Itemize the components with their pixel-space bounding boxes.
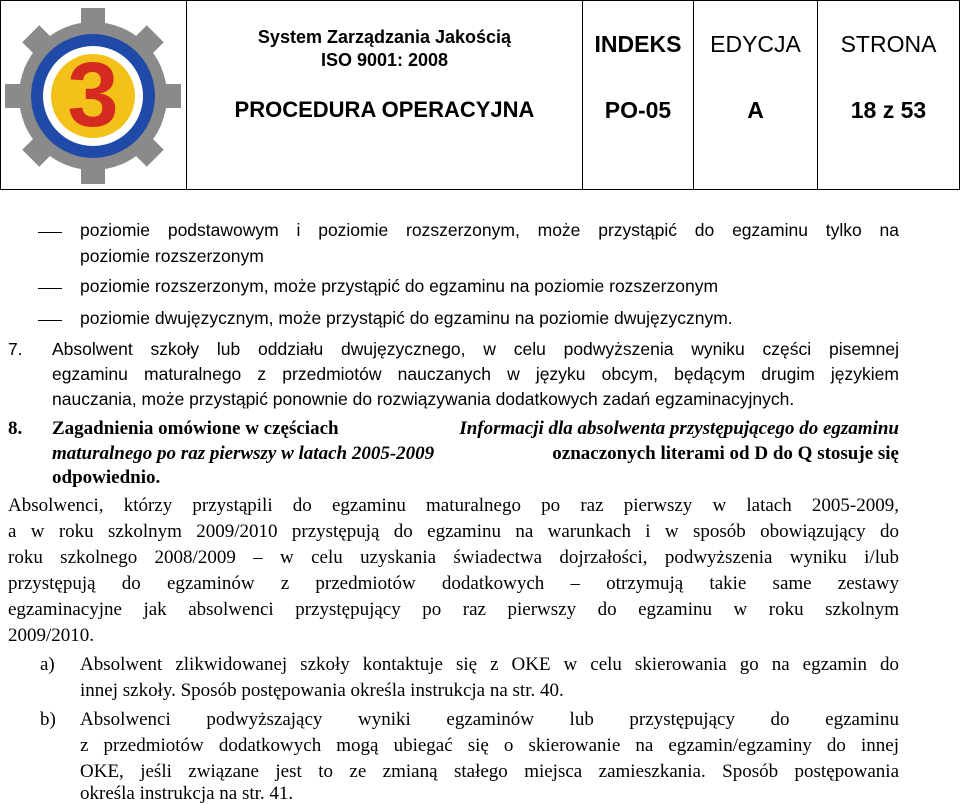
- item-8-text-c: maturalnego po raz pierwszy w latach 2005-2009: [52, 443, 435, 464]
- item-8-text-d: oznaczonych literami od D do Q stosuje się: [552, 443, 899, 464]
- bullet-dash: [38, 232, 62, 233]
- item-8-text-a: Zagadnienia omówione w częściach: [52, 418, 339, 439]
- sub-b-line-3: OKE, jeśli związane jest to ze zmianą stałego miejsca zamieszkania. Sposób postępowania: [80, 761, 899, 782]
- paragraph-line-6: 2009/2010.: [8, 625, 95, 646]
- sub-a-label: a): [40, 654, 55, 675]
- item-8-line-2: [52, 443, 899, 465]
- iso-standard: ISO 9001: 2008: [320, 50, 449, 70]
- item-7-line-2: egzaminu maturalnego z przedmiotów nauczanych w języku obcym, będącym drugim językiem: [52, 364, 899, 384]
- bullet-dash: [38, 320, 62, 321]
- bullet-1-line-1: poziomie podstawowym i poziomie rozszerzonym, może przystąpić do egzaminu tylko na: [80, 220, 899, 240]
- edition-value: A: [747, 97, 764, 123]
- index-label: INDEKS: [594, 31, 682, 57]
- item-8-text-b: Informacji dla absolwenta przystępującego do egzaminu: [459, 418, 899, 439]
- page-label: STRONA: [840, 31, 937, 57]
- sub-b-line-4: określa instrukcja na str. 41.: [80, 783, 294, 804]
- system-title: System Zarządzania Jakością: [257, 27, 512, 47]
- paragraph-line-2: a w roku szkolnym 2009/2010 przystępują do egzaminu na warunkach i w sposób obowiązujący do: [8, 521, 899, 542]
- bullet-2: poziomie rozszerzonym, może przystąpić do egzaminu na poziomie rozszerzonym: [80, 276, 719, 296]
- item-8-number: 8.: [8, 418, 23, 439]
- edition-label: EDYCJA: [710, 31, 801, 57]
- item-7-number: 7.: [8, 339, 23, 359]
- sub-b-label: b): [40, 709, 56, 730]
- item-7-line-3: nauczania, może przystąpić ponownie do rozwiązywania dodatkowych zadań egzaminacyjnych.: [52, 389, 795, 409]
- paragraph-line-4: przystępują do egzaminów z przedmiotów dodatkowych – otrzymują takie same zestawy: [8, 573, 899, 594]
- procedure-title: PROCEDURA OPERACYJNA: [234, 97, 535, 122]
- bullet-3: poziomie dwujęzycznym, może przystąpić do egzaminu na poziomie dwujęzycznym.: [80, 308, 733, 328]
- paragraph-line-3: roku szkolnego 2008/2009 – w celu uzyskania świadectwa dojrzałości, podwyższenia wyniku i/lub: [8, 547, 899, 568]
- item-8-line-3: odpowiednio.: [52, 467, 161, 488]
- paragraph-line-5: egzaminacyjne jak absolwenci przystępujący po raz pierwszy do egzaminu w roku szkolnym: [8, 599, 899, 620]
- paragraph-line-1: Absolwenci, którzy przystąpili do egzaminu maturalnego po raz pierwszy w latach 2005-2009,: [8, 495, 899, 516]
- sub-a-line-1: Absolwent zlikwidowanej szkoły kontaktuje się z OKE w celu skierowania go na egzamin do: [80, 654, 899, 675]
- bullet-1-line-2: poziomie rozszerzonym: [80, 246, 264, 266]
- sub-b-line-2: z przedmiotów dodatkowych mogą ubiegać się o skierowanie na egzamin/egzaminy do innej: [80, 735, 899, 756]
- page-value: 18 z 53: [850, 97, 927, 123]
- item-8-line-1: [52, 418, 899, 440]
- sub-b-line-1: Absolwenci podwyższający wyniki egzaminów lub przystępujący do egzaminu: [80, 709, 899, 730]
- sub-a-line-2: innej szkoły. Sposób postępowania określa instrukcja na str. 40.: [80, 680, 564, 701]
- item-7-line-1: Absolwent szkoły lub oddziału dwujęzycznego, w celu podwyższenia wyniku części pisemnej: [52, 339, 899, 359]
- index-value: PO-05: [604, 97, 672, 123]
- logo-number: 3: [67, 44, 119, 146]
- bullet-dash: [38, 288, 62, 289]
